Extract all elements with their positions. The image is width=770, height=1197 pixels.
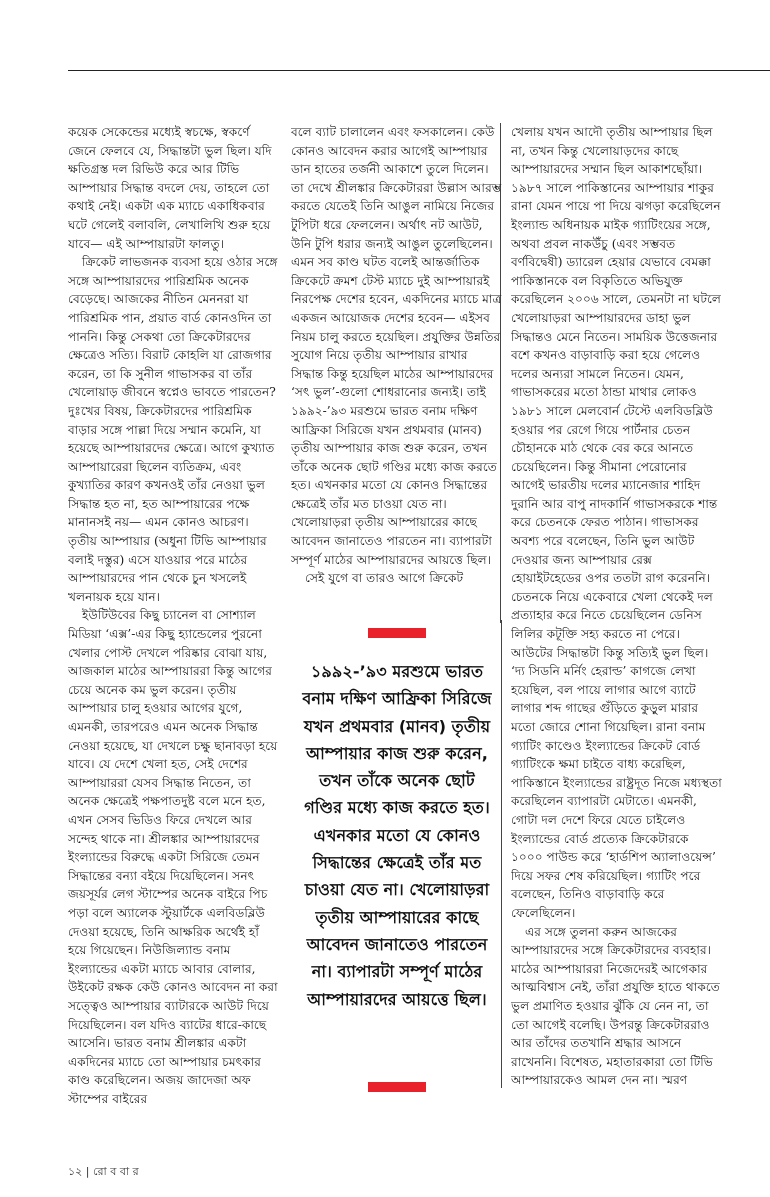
column-divider — [501, 620, 502, 1088]
paragraph: খেলায় যখন আদৌ তৃতীয় আম্পায়ার ছিল না, তখন কিন্তু খেলোয়াড়দের কাছে আম্পায়ারদের সম্মান ছিল আকাশছোঁয়া। ১৯৮৭ সালে পাকিস্তানের আম্পায়ার শাকুর রানা যেমন পায়ে পা দিয়ে ঝগড়া করেছিলেন ইংল্যান্ড অধিনায়ক মাইক গ্যাটিংয়ের সঙ্গে, অথবা প্রবল নাকউঁচু (এবং সম্ভবত বর্ণবিদ্বেষী) ড্যারেল হেয়ার যেভাবে বেমক্কা পাকিস্তানকে বল বিকৃতিতে অভিযুক্ত করেছিলেন ২০০৬ সালে, তেমনটা না ঘটলে খেলোয়াড়রা আম্পায়ারদের ডাহা ভুল সিদ্ধান্তও মেনে নিতেন। সাময়িক উত্তেজনার বশে কখনও বাড়াবাড়ি করা হয়ে গেলেও দলের অন্যরা সামলে নিতেন। যেমন, গাভাসকরের মতো ঠান্ডা মাথার লোকও ১৯৮১ সালে মেলবোর্ন টেস্টে এলবিডব্লিউ হওয়ার পর রেগে গিয়ে পার্টনার চেতন চৌহানকে মাঠ থেকে বের করে আনতে চেয়েছিলেন। কিন্তু সীমানা পেরোনোর আগেই ভারতীয় দলের ম্যানেজার শাহিদ দুরানি আর বাপু নাদকার্নি গাভাসকরকে শান্ত করে চেতনকে ফেরত পাঠান। গাভাসকর অবশ্য পরে বলেছেন, তিনি ভুল আউট দেওয়ার জন্য আম্পায়ার রেক্স হোয়াইটহেডের ওপর ততটা রাগ করেননি। চেতনকে নিয়ে একেবারে খেলা থেকেই দল প্রত্যাহার করে নিতে চেয়েছিলেন ডেনিস লিলির কটূক্তি সহ্য করতে না পেরে। আউটের সিদ্ধান্তটা কিন্তু সত্যিই ভুল ছিল। ‘দ্য সিডনি মর্নিং হেরাল্ড’ কাগজে লেখা হয়েছিল, বল পায়ে লাগার আগে ব্যাটে লাগার শব্দ গাছের গুঁড়িতে কুড়ুল মারার মতো জোরে শোনা গিয়েছিল। রানা বনাম গ্যাটিং কাণ্ডেও ইংল্যান্ডের ক্রিকেট বোর্ড গ্যাটিংকে ক্ষমা চাইতে বাধ্য করেছিল, পাকিস্তানে ইংল্যান্ডের রাষ্ট্রদূত নিজে মধ্যস্থতা করেছিলেন ব্যাপারটা মেটাতে। এমনকী, গোটা দল দেশে ফিরে যেতে চাইলেও ইংল্যান্ডের বোর্ড প্রত্যেক ক্রিকেটারকে ১০০০ পাউন্ড করে ‘হার্ডশিপ অ্যালাওয়েন্স’ দিয়ে সফর শেষ করিয়েছিল। গ্যাটিং পরে বলেছেন, তিনিও বাড়াবাড়ি করে ফেলেছিলেন। — [511, 125, 722, 920]
paragraph: বলে ব্যাট চালালেন এবং ফসকালেন। কেউ কোনও আবেদন করার আগেই আম্পায়ার ডান হাতের তর্জনী আকাশে তুলে দিলেন। তা দেখে শ্রীলঙ্কার ক্রিকেটাররা উল্লাস আরম্ভ করতে যেতেই তিনি আঙুল নামিয়ে নিজের টুপিটা ধরে ফেললেন। অর্থাৎ নট আউট, উনি টুপি ধরার জন্যই আঙুল তুলেছিলেন। এমন সব কাণ্ড ঘটত বলেই আন্তর্জাতিক ক্রিকেটে ক্রমশ টেস্ট ম্যাচে দুই আম্পায়ারই নিরপেক্ষ দেশের হবেন, একদিনের ম্যাচে মাত্র একজন আয়োজক দেশের হবেন— এইসব নিয়ম চালু করতে হয়েছিল। প্রযুক্তির উন্নতির সুযোগ নিয়ে তৃতীয় আম্পায়ার রাখার সিদ্ধান্ত কিন্তু হয়েছিল মাঠের আম্পায়ারদের ‘সৎ ভুল’-গুলো শোধরানোর জন্যই। তাই ১৯৯২-’৯৩ মরশুমে ভারত বনাম দক্ষিণ আফ্রিকা সিরিজে যখন প্রথমবার (মানব) তৃতীয় আম্পায়ার কাজ শুরু করেন, তখন তাঁকে অনেক ছোট গণ্ডির মধ্যে কাজ করতে হত। এখনকার মতো যে কোনও সিদ্ধান্তের ক্ষেত্রেই তাঁর মত চাওয়া যেত না। খেলোয়াড়রা তৃতীয় আম্পায়ারের কাছে আবেদন জানাতেও পারতেন না। ব্যাপারটা সম্পূর্ণ মাঠের আম্পায়ারদের আয়ত্তে ছিল। — [291, 125, 502, 567]
footer-separator: | — [85, 1165, 90, 1178]
paragraph: এর সঙ্গে তুলনা করুন আজকের আম্পায়ারদের সঙ্গে ক্রিকেটারদের ব্যবহার। মাঠের আম্পায়াররা নিজেদেরই আগেকার আত্মবিশ্বাস নেই, তাঁরা প্রযুক্তি হাতে থাকতে ভুল প্রমাণিত হওয়ার ঝুঁকি যে নেন না, তা তো আগেই বলেছি। উপরন্তু ক্রিকেটাররাও আর তাঁদের ততখানি শ্রদ্ধার আসনে রাখেননি। বিশেষত, মহাতারকারা তো টিভি আম্পায়ারকেও আমল দেন না। স্মরণ — [511, 924, 720, 1088]
paragraph: ইউটিউবের কিছু চ্যানেল বা সোশ্যাল মিডিয়া ‘এক্স’-এর কিছু হ্যান্ডেলের পুরনো খেলার পোস্ট দেখলে পরিষ্কার বোঝা যায়, আজকাল মাঠের আম্পায়াররা কিন্তু আগের চেয়ে অনেক কম ভুল করেন। তৃতীয় আম্পায়ার চালু হওয়ার আগের যুগে, এমনকী, তারপরেও এমন অনেক সিদ্ধান্ত নেওয়া হয়েছে, যা দেখলে চক্ষু ছানাবড়া হয়ে যাবে। যে দেশে খেলা হত, সেই দেশের আম্পায়াররা যেসব সিদ্ধান্ত নিতেন, তা অনেক ক্ষেত্রেই পক্ষপাতদুষ্ট বলে মনে হত, এখন সেসব ভিডিও ফিরে দেখলে আর সন্দেহ থাকে না। শ্রীলঙ্কার আম্পায়ারদের ইংল্যান্ডের বিরুদ্ধে একটা সিরিজে তেমন সিদ্ধান্তের বন্যা বইয়ে দিয়েছিলেন। সনৎ জয়সূর্যর লেগ স্টাম্পের অনেক বাইরে পিচ পড়া বলে অ্যালেক স্টুয়ার্টকে এলবিডব্লিউ দেওয়া হয়েছে, তিনি আক্ষরিক অর্থেই হাঁ হয়ে গিয়েছেন। নিউজিল্যান্ড বনাম ইংল্যান্ডের একটা ম্যাচে আবার বোলার, উইকেট রক্ষক কেউ কোনও আবেদন না করা সত্ত্বেও আম্পায়ার ব্যাটারকে আউট দিয়ে দিয়েছিলেন। বল যদিও ব্যাটের ধারে-কাছে আসেনি। ভারত বনাম শ্রীলঙ্কার একটা একদিনের ম্যাচে তো আম্পায়ার চমৎকার কাণ্ড করেছিলেন। অজয় জাদেজা অফ স্টাম্পের বাইরের — [68, 608, 278, 1106]
page-number: ১২ — [68, 1165, 83, 1178]
pull-quote-text: ১৯৯২-’৯৩ মরশুমে ভারত বনাম দক্ষিণ আফ্রিকা সিরিজে যখন প্রথমবার (মানব) তৃতীয় আম্পায়ার কাজ শুরু করেন, তখন তাঁকে অনেক ছোট গণ্ডির মধ্যে কাজ করতে হত। এখনকার মতো যে কোনও সিদ্ধান্তের ক্ষেত্রেই তাঁর মত চাওয়া যেত না। খেলোয়াড়রা তৃতীয় আম্পায়ারের কাছে আবেদন জানাতেও পারতেন না। ব্যাপারটা সম্পূর্ণ মাঠের আম্পায়ারদের আয়ত্তে ছিল। — [302, 662, 492, 1009]
header-rule — [68, 70, 770, 71]
pull-quote-bottom-bar — [368, 1082, 426, 1092]
paragraph: ক্রিকেট লাভজনক ব্যবসা হয়ে ওঠার সঙ্গে সঙ্গে আম্পায়ারদের পারিশ্রমিক অনেক বেড়েছে। আজকের নীতিন মেননরা যা পারিশ্রমিক পান, প্রয়াত বার্ড কোনওদিন তা পাননি। কিন্তু সেকথা তো ক্রিকেটারদের ক্ষেত্রেও সত্যি। বিরাট কোহলি যা রোজগার করেন, তা কি সুনীল গাভাসকর বা তাঁর খেলোয়াড় জীবনে স্বপ্নেও ভাবতে পারতেন? দুঃখের বিষয়, ক্রিকেটারদের পারিশ্রমিক বাড়ার সঙ্গে পাল্লা দিয়ে সম্মান কমেনি, যা হয়েছে আম্পায়ারদের ক্ষেত্রে। আগে কুখ্যাত আম্পায়ারেরা ছিলেন ব্যতিক্রম, এবং কুখ্যাতির কারণ কখনওই তাঁর নেওয়া ভুল সিদ্ধান্ত হত না, হত আম্পায়ারের পক্ষে মানানসই নয়— এমন কোনও আচরণ। তৃতীয় আম্পায়ার (অধুনা টিভি আম্পায়ার বলাই দস্তুর) এসে যাওয়ার পরে মাঠের আম্পায়ারদের পান থেকে চুন খসলেই খলনায়ক হয়ে যান। — [68, 255, 278, 604]
paragraph: কয়েক সেকেন্ডের মধ্যেই স্বচক্ষে, স্বকর্ণে জেনে ফেলবে যে, সিদ্ধান্তটা ভুল ছিল। যদি ক্ষতিগ্রস্ত দল রিভিউ করে আর টিভি আম্পায়ার সিদ্ধান্ত বদলে দেয়, তাহলে তো কথাই নেই। একটা এক ম্যাচে একাধিকবার ঘটে গেলেই বলাবলি, লেখালিখি শুরু হয়ে যাবে— এই আম্পায়ারটা ফালতু। — [68, 125, 272, 251]
publication-name: রো ব বা র — [93, 1165, 139, 1178]
article-column-3 — [511, 123, 723, 1123]
article-column-1 — [68, 123, 280, 1123]
pull-quote — [291, 624, 503, 1100]
page-footer — [68, 1163, 139, 1182]
pull-quote-top-bar — [368, 628, 426, 638]
article-column-2 — [291, 123, 503, 643]
paragraph: সেই যুগে বা তারও আগে ক্রিকেট — [305, 571, 464, 586]
